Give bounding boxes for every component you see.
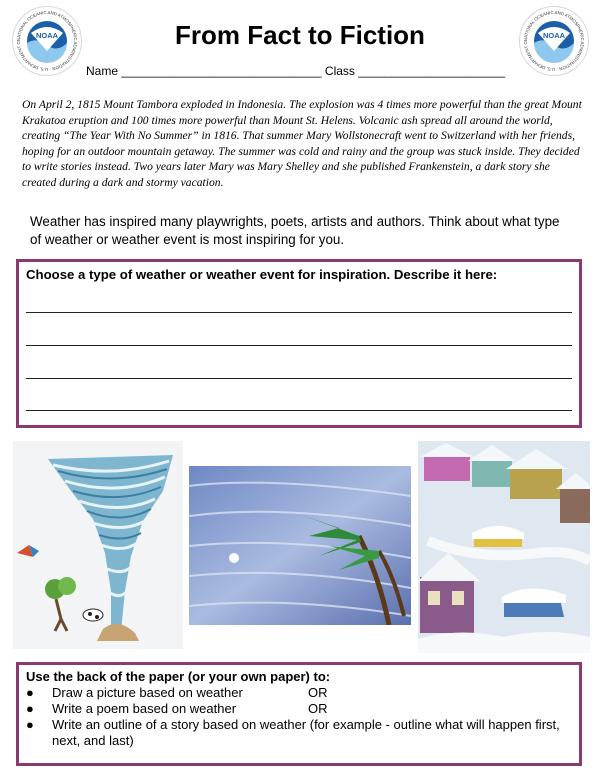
name-label: Name [86,64,119,78]
writing-line[interactable] [26,410,572,411]
page-title: From Fact to Fiction [175,20,425,50]
class-field[interactable]: ______________________ [358,64,506,78]
hurricane-image [189,466,411,625]
name-class-line [86,64,505,78]
tornado-image [13,441,183,649]
list-item-text: Draw a picture based on weather [52,685,243,700]
or-label: OR [308,701,328,716]
instructions-title: Use the back of the paper (or your own paper) to: [26,669,331,684]
class-label: Class [324,64,355,78]
list-item [26,701,328,717]
bullet: ● [26,685,34,700]
bullet: ● [26,701,34,716]
logo-ring-text: NATIONAL OCEANIC AND ATMOSPHERIC ADMINISTRATION · U.S. DEPARTMENT O [522,9,586,73]
list-item [26,717,566,749]
logo-text: NOAA [35,31,59,40]
snowstorm-image [418,441,590,653]
intro-paragraph: On April 2, 1815 Mount Tambora exploded in Indonesia. The explosion was 4 times more powerful than the great Mount Krakatoa eruption and 100 times more powerful than Mount St. Helens. Volcanic ash spread all around the world, creating “The Year With No Summer” in 1816. That summer Mary Wollstonecraft went to Switzerland with her friends, hoping for an outdoor mountain getaway. The summer was cold and rainy and the group was stuck inside. They decided to write stories instead. Two years later Mary was Mary Shelley and she published Frankenstein, a dark story she created during a dark and stormy vacation. [22,98,582,189]
name-field[interactable]: ______________________________ [121,64,322,78]
inspiration-box [16,259,582,428]
inspiration-box-title: Choose a type of weather or weather event for inspiration. Describe it here: [26,267,498,282]
bullet: ● [26,717,34,732]
logo-ring-text: NATIONAL OCEANIC AND ATMOSPHERIC ADMINISTRATION · U.S. DEPARTMENT O [15,9,79,73]
or-label: OR [308,685,328,700]
writing-line[interactable] [26,312,572,313]
logo-text: NOAA [542,31,566,40]
writing-line[interactable] [26,345,572,346]
list-item [26,685,328,701]
list-item-text: Write an outline of a story based on weather (for example - outline what will happen first, next, and last) [52,717,560,748]
instructions-box [16,662,582,766]
prompt-paragraph: Weather has inspired many playwrights, poets, artists and authors. Think about what type of weather or weather event is most inspiring for you. [30,214,560,247]
list-item-text: Write a poem based on weather [52,701,237,716]
writing-line[interactable] [26,378,572,379]
